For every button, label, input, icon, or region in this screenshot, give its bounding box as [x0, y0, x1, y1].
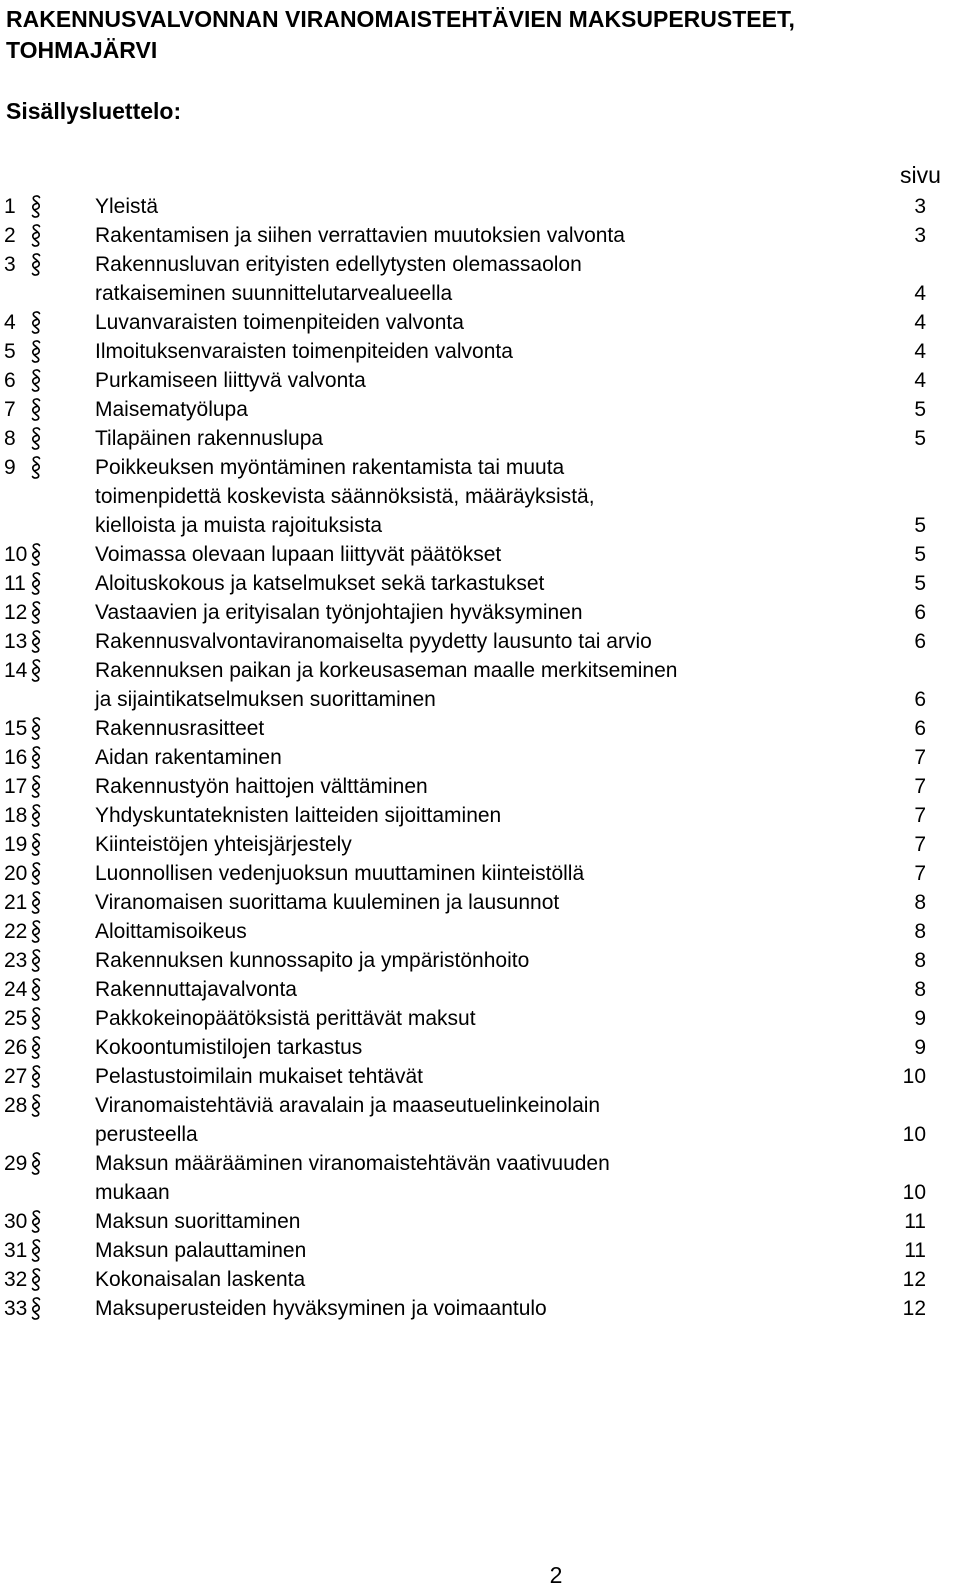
toc-page-number: 5	[914, 398, 926, 421]
section-sign-icon	[26, 1265, 46, 1294]
toc-entry-title: Aloittamisoikeus	[95, 920, 247, 943]
toc-section-number: 27	[4, 1065, 28, 1088]
toc-entry-title: Rakennusluvan erityisten edellytysten olemassaolon ratkaiseminen suunnittelutarvealueella	[95, 253, 582, 305]
toc-section-number: 29	[4, 1152, 28, 1175]
toc-entry-title: Kiinteistöjen yhteisjärjestely	[95, 833, 352, 856]
toc-entry	[0, 1149, 960, 1207]
toc-section-number: 32	[4, 1268, 28, 1291]
toc-section-number: 25	[4, 1007, 28, 1030]
toc-section-number: 10	[4, 543, 28, 566]
toc-section-number: 11	[4, 572, 26, 595]
toc-page-number: 6	[914, 717, 926, 740]
toc-page-number: 6	[914, 688, 926, 711]
section-sign-icon	[26, 1062, 46, 1091]
toc-page-number: 10	[902, 1181, 926, 1204]
toc-page-number: 7	[914, 746, 926, 769]
section-sign-icon	[26, 250, 46, 279]
toc-section-number: 24	[4, 978, 28, 1001]
toc-entry-title: Vastaavien ja erityisalan työnjohtajien hyväksyminen	[95, 601, 583, 624]
toc-entry	[0, 1236, 960, 1265]
toc-entry	[0, 1207, 960, 1236]
toc-section-number: 17	[4, 775, 28, 798]
toc-section-number: 3	[4, 253, 16, 276]
toc-entry-title: Maisematyölupa	[95, 398, 248, 421]
toc-page-number: 10	[902, 1065, 926, 1088]
toc-entry	[0, 946, 960, 975]
toc-entry	[0, 743, 960, 772]
toc-page-number: 11	[904, 1210, 926, 1233]
toc-page-number: 10	[902, 1123, 926, 1146]
toc-entry	[0, 975, 960, 1004]
toc-entry-title: Maksun palauttaminen	[95, 1239, 307, 1262]
toc-entry-title: Tilapäinen rakennuslupa	[95, 427, 324, 450]
toc-entry	[0, 1294, 960, 1323]
toc-page-number: 4	[914, 369, 926, 392]
toc-entry	[0, 859, 960, 888]
toc-entry-title: Viranomaisen suorittama kuuleminen ja lausunnot	[95, 891, 560, 914]
toc-entry	[0, 250, 960, 308]
section-sign-icon	[26, 540, 46, 569]
toc-entry-title: Rakennuttajavalvonta	[95, 978, 297, 1001]
toc-entry	[0, 627, 960, 656]
toc-entry	[0, 598, 960, 627]
toc-entry	[0, 366, 960, 395]
section-sign-icon	[26, 917, 46, 946]
toc-entry-title: Luvanvaraisten toimenpiteiden valvonta	[95, 311, 464, 334]
toc-section-number: 1	[4, 195, 16, 218]
toc-page-number: 4	[914, 311, 926, 334]
toc-entry-title: Kokoontumistilojen tarkastus	[95, 1036, 363, 1059]
toc-entry	[0, 714, 960, 743]
section-sign-icon	[26, 801, 46, 830]
section-sign-icon	[26, 975, 46, 1004]
toc-page-number: 3	[914, 224, 926, 247]
toc-entry	[0, 1004, 960, 1033]
toc-page-number: 7	[914, 804, 926, 827]
toc-page-number: 5	[914, 427, 926, 450]
section-sign-icon	[26, 453, 46, 482]
toc-section-number: 16	[4, 746, 28, 769]
toc-page-number: 6	[914, 601, 926, 624]
toc-entry-title: Purkamiseen liittyvä valvonta	[95, 369, 366, 392]
toc-page-number: 4	[914, 340, 926, 363]
toc-section-number: 5	[4, 340, 16, 363]
toc-page-number: 9	[914, 1036, 926, 1059]
toc-entry-title: Pelastustoimilain mukaiset tehtävät	[95, 1065, 423, 1088]
toc-section-number: 22	[4, 920, 28, 943]
toc-page-number: 9	[914, 1007, 926, 1030]
toc-section-number: 21	[4, 891, 28, 914]
toc-entry	[0, 569, 960, 598]
toc-entry-title: Aidan rakentaminen	[95, 746, 282, 769]
toc-entry-title: Yleistä	[95, 195, 159, 218]
toc-entry-title: Rakentamisen ja siihen verrattavien muutoksien valvonta	[95, 224, 625, 247]
toc-section-number: 18	[4, 804, 28, 827]
toc-page-number: 8	[914, 891, 926, 914]
section-sign-icon	[26, 1236, 46, 1265]
toc-entry-title: Rakennusvalvontaviranomaiselta pyydetty lausunto tai arvio	[95, 630, 652, 653]
toc-entry	[0, 772, 960, 801]
section-sign-icon	[26, 395, 46, 424]
section-sign-icon	[26, 830, 46, 859]
toc-page-number: 6	[914, 630, 926, 653]
toc-page-number: 7	[914, 833, 926, 856]
section-sign-icon	[26, 1033, 46, 1062]
toc-entry-title: Voimassa olevaan lupaan liittyvät päätökset	[95, 543, 502, 566]
section-sign-icon	[26, 859, 46, 888]
toc-entry-title: Kokonaisalan laskenta	[95, 1268, 306, 1291]
section-sign-icon	[26, 221, 46, 250]
toc-heading: Sisällysluettelo:	[6, 98, 182, 124]
document-title: RAKENNUSVALVONNAN VIRANOMAISTEHTÄVIEN MAKSUPERUSTEET, TOHMAJÄRVI	[6, 6, 795, 63]
toc-entry-title: Rakennuksen paikan ja korkeusaseman maalle merkitseminen ja sijaintikatselmuksen suorittaminen	[95, 659, 678, 711]
toc-entry-title: Maksun suorittaminen	[95, 1210, 301, 1233]
toc-entry-title: Rakennusrasitteet	[95, 717, 265, 740]
toc-section-number: 31	[4, 1239, 28, 1262]
toc-entry-title: Ilmoituksenvaraisten toimenpiteiden valvonta	[95, 340, 513, 363]
toc-entry-title: Poikkeuksen myöntäminen rakentamista tai muuta toimenpidettä koskevista säännöksistä, määräyksistä, kielloista ja muista rajoituksista	[95, 456, 595, 537]
toc-entry	[0, 192, 960, 221]
toc-section-number: 15	[4, 717, 28, 740]
section-sign-icon	[26, 656, 46, 685]
toc-section-number: 4	[4, 311, 16, 334]
section-sign-icon	[26, 192, 46, 221]
toc-section-number: 33	[4, 1297, 28, 1320]
toc-entry-title: Maksuperusteiden hyväksyminen ja voimaantulo	[95, 1297, 547, 1320]
section-sign-icon	[26, 424, 46, 453]
toc-entry	[0, 1062, 960, 1091]
toc-section-number: 23	[4, 949, 28, 972]
toc-section-number: 30	[4, 1210, 28, 1233]
page-number: 2	[549, 1562, 563, 1588]
toc-page-number: 11	[904, 1239, 926, 1262]
toc-entry	[0, 453, 960, 540]
toc-entry-title: Rakennuksen kunnossapito ja ympäristönhoito	[95, 949, 530, 972]
toc-entry-title: Rakennustyön haittojen välttäminen	[95, 775, 428, 798]
section-sign-icon	[26, 888, 46, 917]
section-sign-icon	[26, 366, 46, 395]
section-sign-icon	[26, 1149, 46, 1178]
toc-section-number: 8	[4, 427, 16, 450]
page-column-label: sivu	[900, 162, 941, 188]
section-sign-icon	[26, 1294, 46, 1323]
toc-entry	[0, 656, 960, 714]
toc-page-number: 7	[914, 862, 926, 885]
toc-entry	[0, 337, 960, 366]
toc-section-number: 6	[4, 369, 16, 392]
toc-entry	[0, 830, 960, 859]
section-sign-icon	[26, 743, 46, 772]
toc-entry-title: Luonnollisen vedenjuoksun muuttaminen kiinteistöllä	[95, 862, 585, 885]
section-sign-icon	[26, 569, 46, 598]
section-sign-icon	[26, 627, 46, 656]
toc-page-number: 8	[914, 949, 926, 972]
toc-entry	[0, 540, 960, 569]
section-sign-icon	[26, 946, 46, 975]
toc-entry-title: Pakkokeinopäätöksistä perittävät maksut	[95, 1007, 476, 1030]
toc-section-number: 26	[4, 1036, 28, 1059]
toc-section-number: 7	[4, 398, 16, 421]
toc-section-number: 2	[4, 224, 16, 247]
section-sign-icon	[26, 308, 46, 337]
toc-entry-title: Viranomaistehtäviä aravalain ja maaseutuelinkeinolain perusteella	[95, 1094, 601, 1146]
toc-section-number: 9	[4, 456, 16, 479]
toc-entry-title: Yhdyskuntateknisten laitteiden sijoittaminen	[95, 804, 502, 827]
section-sign-icon	[26, 1004, 46, 1033]
toc-entry	[0, 221, 960, 250]
toc-entry	[0, 395, 960, 424]
section-sign-icon	[26, 337, 46, 366]
toc-page-number: 8	[914, 920, 926, 943]
toc-entry	[0, 1033, 960, 1062]
section-sign-icon	[26, 714, 46, 743]
toc-page-number: 12	[902, 1297, 926, 1320]
toc-section-number: 12	[4, 601, 28, 624]
toc-page-number: 3	[914, 195, 926, 218]
toc-section-number: 13	[4, 630, 28, 653]
toc-entry	[0, 1091, 960, 1149]
toc-entry	[0, 888, 960, 917]
toc-section-number: 19	[4, 833, 28, 856]
toc-page-number: 7	[914, 775, 926, 798]
toc-page-number: 12	[902, 1268, 926, 1291]
toc-page-number: 8	[914, 978, 926, 1001]
toc-section-number: 20	[4, 862, 28, 885]
table-of-contents	[0, 192, 960, 1323]
toc-page-number: 5	[914, 572, 926, 595]
toc-entry	[0, 1265, 960, 1294]
toc-page-number: 5	[914, 514, 926, 537]
section-sign-icon	[26, 1091, 46, 1120]
toc-entry-title: Maksun määrääminen viranomaistehtävän vaativuuden mukaan	[95, 1152, 610, 1204]
section-sign-icon	[26, 772, 46, 801]
toc-page-number: 5	[914, 543, 926, 566]
toc-entry	[0, 801, 960, 830]
toc-entry	[0, 424, 960, 453]
toc-page-number: 4	[914, 282, 926, 305]
section-sign-icon	[26, 1207, 46, 1236]
toc-entry	[0, 917, 960, 946]
toc-section-number: 14	[4, 659, 28, 682]
toc-entry-title: Aloituskokous ja katselmukset sekä tarkastukset	[95, 572, 545, 595]
toc-entry	[0, 308, 960, 337]
toc-section-number: 28	[4, 1094, 28, 1117]
section-sign-icon	[26, 598, 46, 627]
